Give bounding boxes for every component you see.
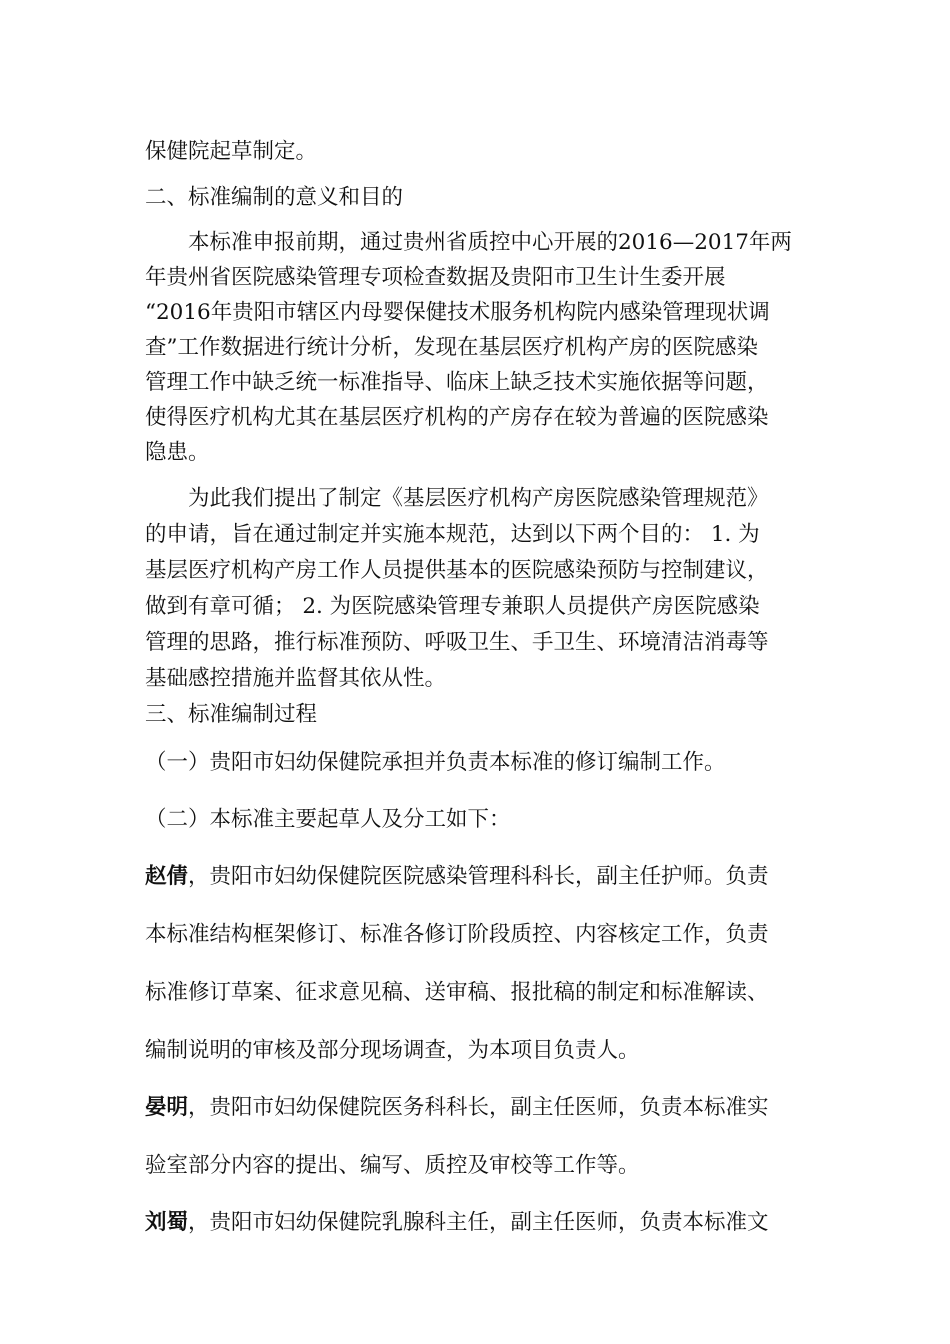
person-name: 刘蜀 bbox=[145, 1210, 189, 1235]
person-name: 赵倩 bbox=[145, 864, 189, 889]
paragraph-line: “2016年贵阳市辖区内母婴保健技术服务机构院内感染管理现状调 bbox=[145, 300, 770, 325]
subsection-line: （一）贵阳市妇幼保健院承担并负责本标准的修订编制工作。 bbox=[145, 750, 726, 775]
paragraph-line bbox=[145, 1093, 769, 1123]
paragraph-line: 做到有章可循； 2. 为医院感染管理专兼职人员提供产房医院感染 bbox=[145, 594, 760, 619]
paragraph-line: 管理的思路，推行标准预防、呼吸卫生、手卫生、环境清洁消毒等 bbox=[145, 630, 769, 655]
paragraph-line: 标准修订草案、征求意见稿、送审稿、报批稿的制定和标准解读、 bbox=[145, 980, 769, 1005]
paragraph-line: 管理工作中缺乏统一标准指导、临床上缺乏技术实施依据等问题， bbox=[145, 370, 769, 395]
person-name: 晏明 bbox=[145, 1095, 189, 1120]
subsection-line: （二）本标准主要起草人及分工如下： bbox=[145, 807, 511, 832]
section-heading: 三、标准编制过程 bbox=[145, 702, 318, 727]
section-heading: 二、标准编制的意义和目的 bbox=[145, 185, 404, 210]
person-description: ，贵阳市妇幼保健院医务科科长，副主任医师，负责本标准实 bbox=[188, 1095, 769, 1120]
paragraph-line: 隐患。 bbox=[145, 440, 210, 465]
paragraph-line bbox=[145, 1208, 769, 1238]
paragraph-line bbox=[145, 862, 769, 892]
person-description: ，贵阳市妇幼保健院乳腺科主任，副主任医师，负责本标准文 bbox=[188, 1210, 769, 1235]
paragraph-line: 本标准申报前期，通过贵州省质控中心开展的2016—2017年两 bbox=[188, 230, 792, 255]
paragraph-line: 编制说明的审核及部分现场调查，为本项目负责人。 bbox=[145, 1038, 640, 1063]
paragraph-line: 基础感控措施并监督其依从性。 bbox=[145, 666, 447, 691]
person-description: ，贵阳市妇幼保健院医院感染管理科科长，副主任护师。负责 bbox=[188, 864, 769, 889]
paragraph-line: 基层医疗机构产房工作人员提供基本的医院感染预防与控制建议， bbox=[145, 558, 769, 583]
paragraph-line: 本标准结构框架修订、标准各修订阶段质控、内容核定工作，负责 bbox=[145, 922, 769, 947]
paragraph-line: 保健院起草制定。 bbox=[145, 139, 318, 164]
paragraph-line: 的申请，旨在通过制定并实施本规范，达到以下两个目的： 1. 为 bbox=[145, 522, 760, 547]
paragraph-line: 验室部分内容的提出、编写、质控及审校等工作等。 bbox=[145, 1153, 640, 1178]
paragraph-line: 年贵州省医院感染管理专项检查数据及贵阳市卫生计生委开展 bbox=[145, 265, 726, 290]
paragraph-line: 使得医疗机构尤其在基层医疗机构的产房存在较为普遍的医院感染 bbox=[145, 405, 769, 430]
paragraph-line: 查”工作数据进行统计分析，发现在基层医疗机构产房的医院感染 bbox=[145, 335, 758, 360]
paragraph-line: 为此我们提出了制定《基层医疗机构产房医院感染管理规范》 bbox=[188, 486, 769, 511]
